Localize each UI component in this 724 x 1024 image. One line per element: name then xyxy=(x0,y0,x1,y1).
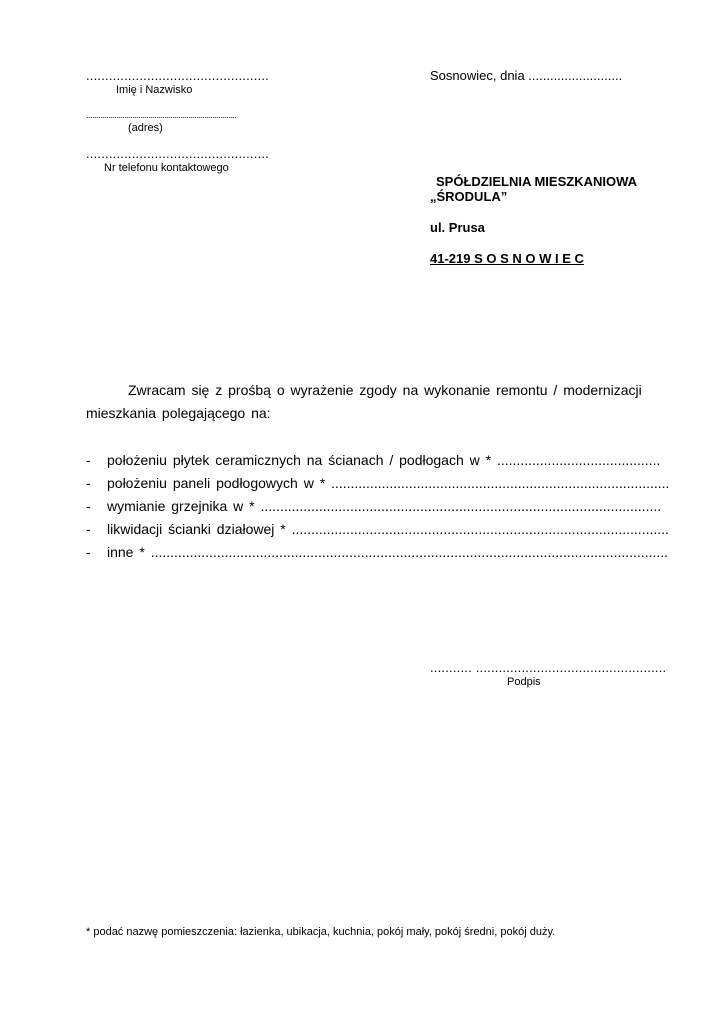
list-item-text: wymianie grzejnika w * ....................................................................................................... xyxy=(107,498,662,514)
list-dash: - xyxy=(86,452,91,468)
list-dash: - xyxy=(86,544,91,560)
phone-label: Nr telefonu kontaktowego xyxy=(104,162,229,174)
signature-dots: ........... .................................................. xyxy=(430,660,667,675)
list-dash: - xyxy=(86,475,91,491)
address-dots: ........................................................................... xyxy=(86,110,237,120)
body-line2: mieszkania polegającego na: xyxy=(86,405,271,421)
place-date: Sosnowiec, dnia .......................... xyxy=(430,68,623,83)
phone-dots: ................................................ xyxy=(86,146,269,161)
body-line1: Zwracam się z prośbą o wyrażenie zgody na wykonanie remontu / modernizacji xyxy=(128,382,642,398)
name-dots: ................................................ xyxy=(86,68,269,83)
address-label: (adres) xyxy=(128,122,163,134)
list-item-text: likwidacji ścianki działowej * ................................................................................................. xyxy=(107,521,669,537)
recipient-city: 41-219 S O S N O W I E C xyxy=(430,251,584,266)
list-dash: - xyxy=(86,521,91,537)
signature-label: Podpis xyxy=(507,676,541,688)
footnote: * podać nazwę pomieszczenia: łazienka, ubikacja, kuchnia, pokój mały, pokój średni, pokój duży. xyxy=(86,926,556,938)
list-dash: - xyxy=(86,498,91,514)
list-item-text: położeniu płytek ceramicznych na ścianach / podłogach w * .......................................... xyxy=(107,452,661,468)
list-item-text: położeniu paneli podłogowych w * ....................................................................................... xyxy=(107,475,670,491)
recipient-line1: SPÓŁDZIELNIA MIESZKANIOWA xyxy=(436,174,638,189)
list-item-text: inne * ..................................................................................................................................... xyxy=(107,544,669,560)
recipient-street: ul. Prusa xyxy=(430,220,485,235)
name-label: Imię i Nazwisko xyxy=(116,84,193,96)
recipient-line2: „ŚRODULA” xyxy=(430,189,508,204)
